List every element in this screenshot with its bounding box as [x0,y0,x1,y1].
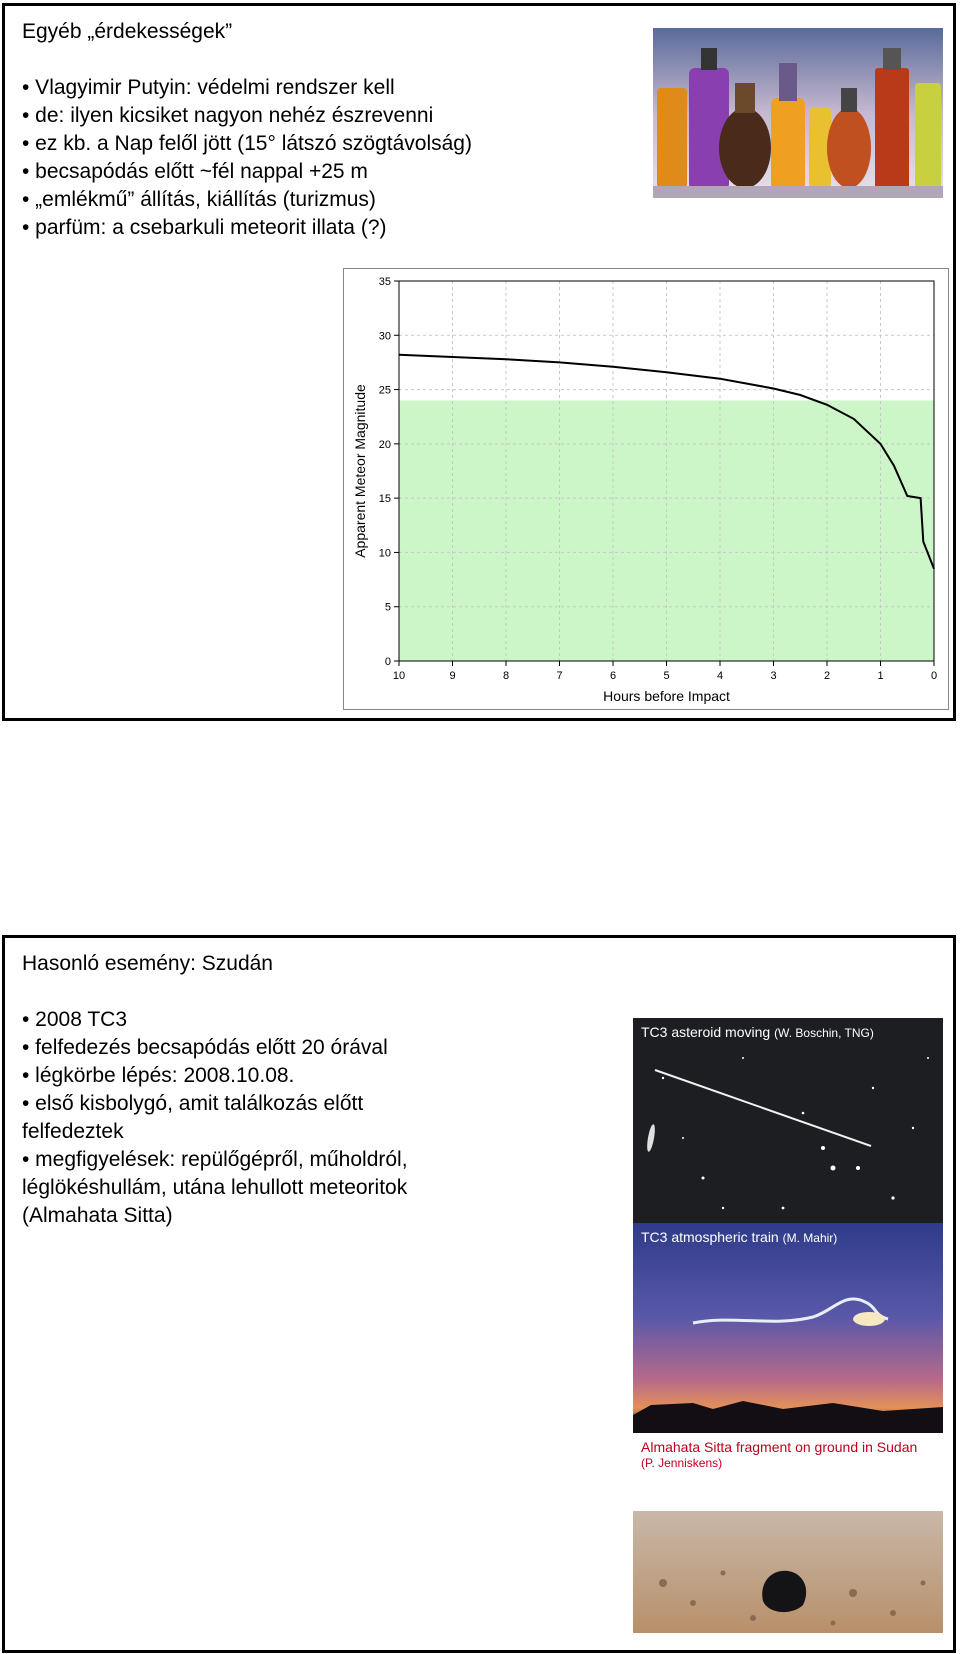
slide-2 [2,935,956,1653]
atmospheric-train-caption [641,1229,837,1245]
bullet-item: • parfüm: a csebarkuli meteorit illata (?) [22,216,387,239]
meteorite-fragment-photo [633,1433,943,1633]
bullet-item: • felfedezés becsapódás előtt 20 órával [22,1036,388,1059]
asteroid-photo [633,1018,943,1228]
bullet-item: • becsapódás előtt ~fél nappal +25 m [22,160,368,183]
y-axis-label: Apparent Meteor Magnitude [352,384,368,558]
x-tick-label: 2 [823,670,831,682]
y-tick-label: 25 [378,384,391,397]
fragment-caption [641,1439,917,1471]
bullet-item: • első kisbolygó, amit találkozás előtt felfedeztek [22,1092,364,1143]
y-tick-label: 20 [378,438,391,451]
asteroid-caption-text: TC3 asteroid moving [641,1024,771,1040]
bullet-item: • „emlékmű” állítás, kiállítás (turizmus) [22,188,376,211]
magnitude-chart-svg [344,269,948,709]
x-axis-label: Hours before Impact [603,688,730,704]
x-tick-label: 3 [770,670,777,682]
atmospheric-train-photo [633,1223,943,1433]
x-tick-label: 9 [449,670,456,682]
bullet-item: • légkörbe lépés: 2008.10.08. [22,1064,295,1087]
x-tick-label: 10 [392,670,406,682]
atmospheric-train-credit: (M. Mahir) [782,1231,838,1245]
slide-1-title: Egyéb „érdekességek” [22,20,233,43]
bullet-item: • de: ilyen kicsiket nagyon nehéz észrevenni [22,104,434,127]
slide-1 [2,3,956,721]
y-tick-label: 10 [378,547,391,560]
bullet-item: • megfigyelések: repülőgépről, műholdról, léglökéshullám, utána lehullott meteoritok (Almahata Sitta) [22,1148,408,1227]
asteroid-caption [641,1024,874,1040]
asteroid-credit: (W. Boschin, TNG) [774,1026,874,1040]
perfume-bottles-image [653,28,943,198]
x-tick-label: 6 [609,670,617,682]
bullet-item: • ez kb. a Nap felől jött (15° látszó szögtávolság) [22,132,472,155]
fragment-caption-text: Almahata Sitta fragment on ground in Sudan [641,1439,918,1455]
x-tick-label: 0 [930,670,938,682]
y-tick-label: 0 [384,656,391,668]
x-tick-label: 5 [663,670,670,682]
y-tick-label: 5 [384,601,391,614]
fragment-credit: (P. Jenniskens) [641,1456,723,1470]
atmospheric-train-caption-text: TC3 atmospheric train [641,1229,779,1245]
y-tick-label: 15 [378,493,391,506]
x-tick-label: 4 [716,670,724,682]
y-tick-label: 30 [378,330,391,343]
slide-2-title: Hasonló esemény: Szudán [22,952,273,975]
magnitude-chart [343,268,949,710]
x-tick-label: 8 [502,670,510,682]
bullet-item: • Vlagyimir Putyin: védelmi rendszer kell [22,76,395,99]
slide-1-bullets [22,74,472,242]
slide-2-bullets [22,1006,462,1230]
x-tick-label: 1 [877,670,884,682]
bullet-item: • 2008 TC3 [22,1008,128,1031]
x-tick-label: 7 [556,670,563,682]
y-tick-label: 35 [378,276,391,288]
